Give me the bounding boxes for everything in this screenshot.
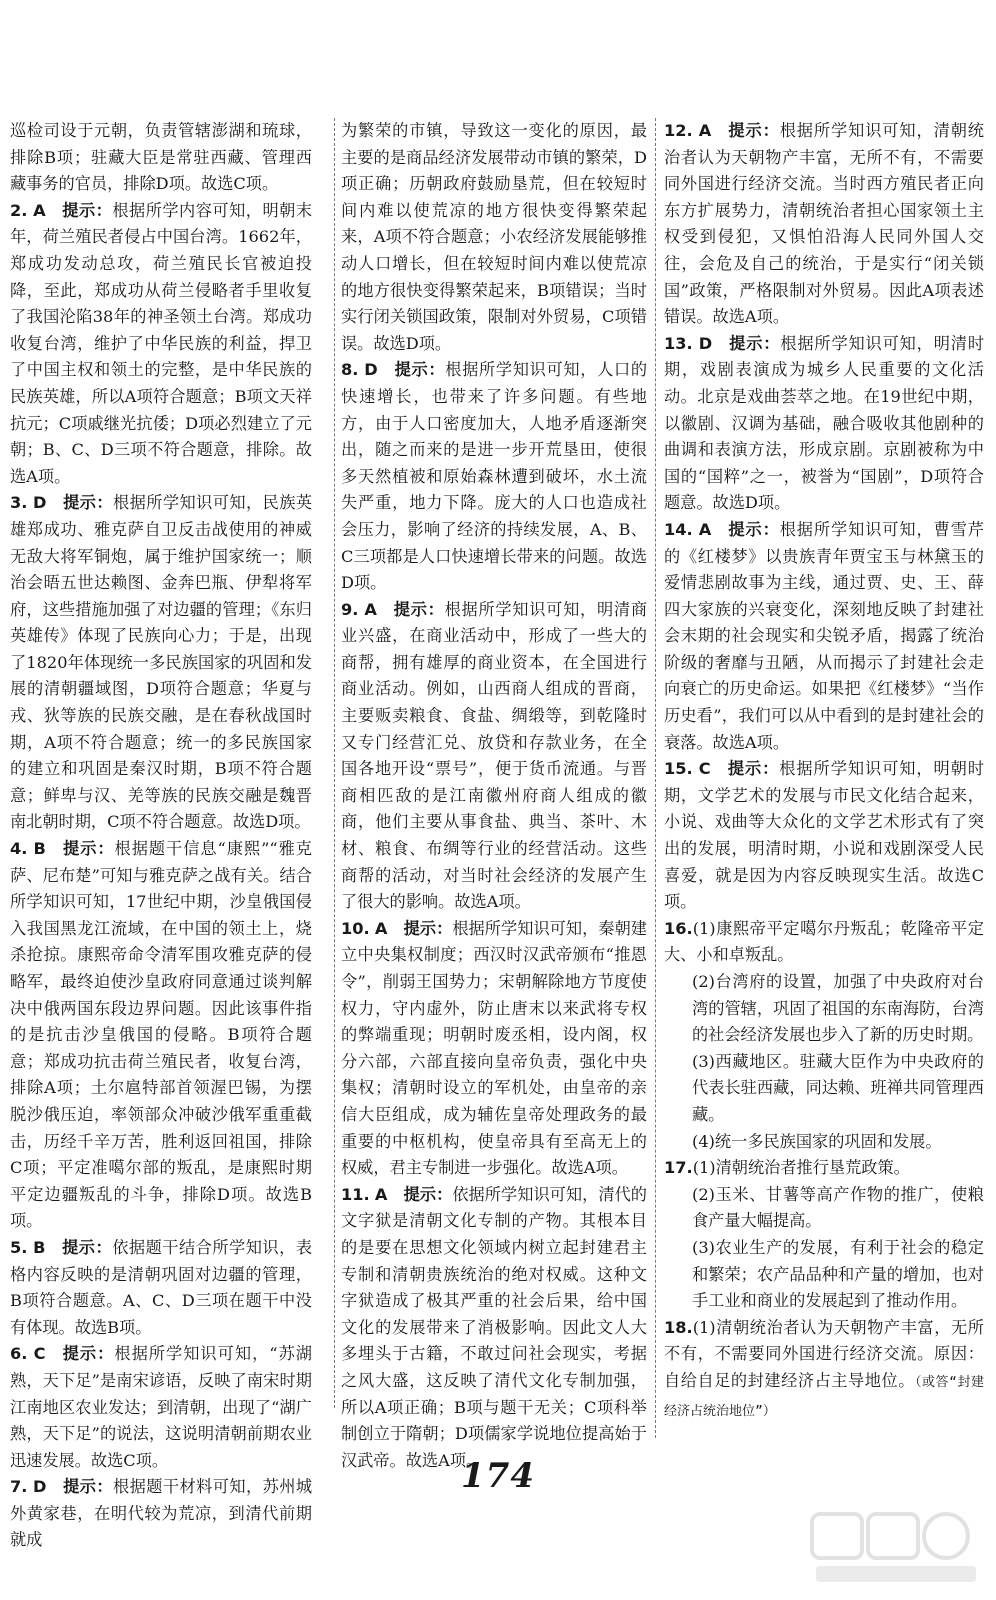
question-number: 11. (341, 1184, 370, 1204)
answer-text: 根据所学知识可知，明清时期，戏剧表演成为城乡人民重要的文化活动。北京是戏曲荟萃之地。在19世纪中期，以徽剧、汉调为基础，融合吸收其他剧种的曲调和表演方法，形成京剧。京剧被称为中国的“国粹”之一，被誉为“国剧”，D项符合题意。故选D项。 (664, 333, 985, 513)
answer-letter: A (698, 121, 712, 140)
question-number: 10. (341, 918, 370, 938)
answer-item (664, 118, 984, 331)
answer-text: (1)清朝统治者推行垦荒政策。 (692, 1158, 910, 1178)
answer-continuation: 巡检司设于元朝，负责管辖澎湖和琉球，排除B项；驻藏大臣是常驻西藏、管理西藏事务的官员，排除D项。故选C项。 (10, 121, 312, 194)
answer-item (10, 490, 312, 836)
question-number: 5. (10, 1237, 28, 1257)
answer-letter: C (33, 1344, 46, 1364)
hint-label: 提示： (62, 493, 113, 513)
question-number: 13. (664, 333, 693, 353)
question-number: 8. (341, 360, 359, 380)
question-number: 2. (10, 200, 28, 220)
answer-text: 根据所学知识可知，“苏湖熟，天下足”是南宋谚语，反映了南宋时期江南地区农业发达；到清朝，出现了“湖广熟，天下足”的说法，这说明清朝前期农业迅速发展。故选C项。 (10, 1344, 312, 1470)
hint-label: 提示： (61, 200, 113, 220)
answer-text: 根据所学知识可知，秦朝建立中央集权制度；西汉时汉武帝颁布“推恩令”，削弱王国势力；宋朝解除地方节度使权力，守内虚外，防止唐末以来武将专权的弊端重现；明朝时废丞相，设内阁，权分六部，六部直接向皇帝负责，强化中央集权；清朝时设立的军机处，由皇帝的亲信大臣组成，成为辅佐皇帝处理政务的最重要的中枢机构，使皇帝具有至高无上的权威，君主专制进一步强化。故选A项。 (341, 918, 647, 1178)
answer-column-middle (334, 118, 648, 1470)
answer-item (341, 1182, 647, 1475)
question-number: 18. (664, 1317, 693, 1337)
hint-label: 提示： (61, 1237, 113, 1257)
answer-text: (1)康熙帝平定噶尔丹叛乱；乾隆帝平定大、小和卓叛乱。 (664, 918, 984, 965)
answer-column-right (655, 118, 984, 1438)
answer-letter: A (698, 519, 712, 539)
answer-letter: B (33, 1237, 46, 1257)
answer-text: (1)清朝统治者认为天朝物产丰富，无所不有，不需要同外国进行经济交流。原因：自给自足的封建经济占主导地位。 (664, 1317, 984, 1390)
answer-item (341, 916, 647, 1182)
answer-column-left (10, 118, 313, 1550)
answer-letter: A (374, 1184, 388, 1204)
answer-text: 根据所学知识可知，人口的快速增长，也带来了许多问题。有些地方，由于人口密度加大，人地矛盾逐渐突出，随之而来的是进一步开荒垦田，使很多天然植被和原始森林遭到破坏，水土流失严重，地力下降。庞大的人口也造成社会压力，影响了经济的持续发展，A、B、C三项都是人口快速增长带来的问题。故选D项。 (341, 360, 648, 593)
answer-item (341, 597, 647, 916)
answer-text: 根据所学知识可知，清朝统治者认为天朝物产丰富，无所不有，不需要同外国进行经济交流。当时西方殖民者正向东方扩展势力，清朝统治者担心国家领土主权受到侵犯，又惧怕沿海人民同外国人交往，会危及自己的统治，于是实行“闭关锁国”政策，严格限制对外贸易。因此A项表述错误。故选A项。 (664, 121, 984, 327)
hint-label: 提示： (62, 1477, 113, 1497)
answer-letter: D (33, 1477, 47, 1497)
answer-item (664, 331, 984, 517)
answer-item (10, 1341, 312, 1474)
hint-label: 提示： (62, 839, 115, 859)
question-number: 12. (664, 121, 693, 140)
answer-letter: A (374, 918, 388, 938)
answer-sub-item: (2)台湾府的设置，加强了中央政府对台湾的管辖，巩固了祖国的东南海防，台湾的社会经济发展也步入了新的历史时期。 (692, 972, 984, 1045)
answer-item (664, 1155, 984, 1182)
answer-letter: C (698, 759, 711, 779)
answer-text: 根据题干材料可知，苏州城外黄家巷，在明代较为荒凉，到清代前期就成 (10, 1477, 313, 1550)
page-number: 174 (461, 1456, 535, 1496)
answer-item (664, 517, 984, 756)
answer-letter: A (364, 599, 377, 619)
answer-text: 依据所学知识可知，清代的文字狱是清朝文化专制的产物。其根本目的是要在思想文化领域内树立起封建君主专制和清朝贵族统治的绝对权威。这种文字狱造成了极其严重的社会后果，给中国文化的发展带来了消极影响。因此文人大多埋头于古籍，不敢过问社会现实，考据之风大盛，这反映了清代文化专制加强，所以A项正确；B项与题干无关；C项科举制创立于隋朝；D项儒家学说地位提高始于汉武帝。故选A项。 (341, 1184, 647, 1470)
hint-label: 提示： (61, 1344, 115, 1364)
answer-sub-item: (3)农业生产的发展，有利于社会的稳定和繁荣；农产品品种和产量的增加，也对手工业和商业的发展起到了推动作用。 (692, 1237, 984, 1311)
hint-label: 提示： (727, 121, 780, 140)
question-number: 9. (341, 599, 359, 619)
question-number: 7. (10, 1477, 28, 1497)
answer-letter: D (33, 493, 47, 513)
answer-item (10, 1235, 312, 1341)
question-number: 16. (664, 918, 693, 938)
answer-text: 根据所学知识可知，明朝时期，文学艺术的发展与市民文化结合起来，小说、戏曲等大众化的文学艺术形式有了突出的发展，明清时期，小说和戏剧深受人民喜爱，就是因为内容反映现实生活。故选C项。 (664, 759, 985, 912)
hint-label: 提示： (393, 599, 445, 619)
answer-letter: A (33, 200, 46, 220)
hint-label: 提示： (403, 918, 453, 938)
answer-item (664, 1315, 984, 1425)
answer-continuation: 为繁荣的市镇，导致这一变化的原因，最主要的是商品经济发展带动市镇的繁荣，D项正确；历朝政府鼓励垦荒，但在较短时间内难以使荒凉的地方很快变得繁荣起来，A项不符合题意；小农经济发展能够推动人口增长，但在较短时间内难以使荒凉的地方很快变得繁荣起来，B项错误；当时实行闭关锁国政策，限制对外贸易，C项错误。故选D项。 (341, 121, 647, 353)
hint-label: 提示： (393, 360, 446, 380)
hint-label: 提示： (728, 333, 781, 353)
answer-item (10, 836, 312, 1235)
answer-text: 依据题干结合所学知识，表格内容反映的是清朝巩固对边疆的管理，B项符合题意。A、C、D三项在题干中没有体现。故选B项。 (10, 1237, 313, 1337)
answer-sub-item: (2)玉米、甘薯等高产作物的推广，使粮食产量大幅提高。 (692, 1184, 984, 1231)
answer-letter: D (364, 360, 378, 380)
answer-text: 根据题干信息“康熙”“雅克萨、尼布楚”可知与雅克萨之战有关。结合所学知识可知，17世纪中期，沙皇俄国侵入我国黑龙江流域，在中国的领土上，烧杀抢掠。康熙帝命令清军围攻雅克萨的侵略军，最终迫使沙皇政府同意通过谈判解决中俄两国东段边界问题。因此该事件指的是抗击沙皇俄国的侵略。B项符合题意；郑成功抗击荷兰殖民者，收复台湾，排除A项；土尔扈特部首领渥巴锡，为摆脱沙俄压迫，率领部众冲破沙俄军重重截击，历经千辛万苦，胜利返回祖国，排除C项；平定准噶尔部的叛乱，是康熙时期平定边疆叛乱的斗争，排除D项。故选B项。 (10, 839, 312, 1231)
answer-item (664, 916, 984, 969)
hint-label: 提示： (726, 759, 780, 779)
answer-note: （或答“封建经济占统治地位”） (664, 1374, 985, 1419)
answer-text: 根据所学知识可知，曹雪芹的《红楼梦》以贵族青年贾宝玉与林黛玉的爱情悲剧故事为主线，通过贾、史、王、薛四大家族的兴衰变化，深刻地反映了封建社会末期的社会现实和尖锐矛盾，揭露了统治阶级的奢靡与丑陋，从而揭示了封建社会走向衰亡的历史命运。如果把《红楼梦》“当作历史看”，我们可以从中看到的是封建社会的衰落。故选A项。 (664, 519, 984, 752)
question-number: 4. (10, 839, 28, 859)
answer-sub-item: (3)西藏地区。驻藏大臣作为中央政府的代表长驻西藏，同达赖、班禅共同管理西藏。 (692, 1051, 984, 1124)
answer-text: 根据所学知识可知，明清商业兴盛，在商业活动中，形成了一些大的商帮，拥有雄厚的商业资本，在全国进行商业活动。例如，山西商人组成的晋商，主要贩卖粮食、食盐、绸缎等，到乾隆时又专门经营汇兑、放贷和存款业务，在全国各地开设“票号”，便于货币流通。与晋商相匹敌的是江南徽州府商人组成的徽商，他们主要从事食盐、典当、茶叶、木材、粮食、布绸等行业的经营活动。这些商帮的活动，对当时社会经济的发展产生了很大的影响。故选A项。 (341, 599, 648, 912)
hint-label: 提示： (403, 1184, 453, 1204)
question-number: 6. (10, 1344, 28, 1364)
watermark-logo (806, 1508, 986, 1588)
hint-label: 提示： (727, 519, 780, 539)
answer-text: 根据所学知识可知，民族英雄郑成功、雅克萨自卫反击战使用的神威无敌大将军铜炮，属于维护国家统一；顺治会晤五世达赖图、金奔巴瓶、伊犁将军府，这些措施加强了对边疆的管理；《东归英雄传》体现了民族向心力；于是，出现了1820年体现统一多民族国家的巩固和发展的清朝疆域图，D项符合题意；华夏与戎、狄等族的民族交融，是在春秋战国时期，A项不符合题意；统一的多民族国家的建立和巩固是秦汉时期，B项不符合题意；鲜卑与汉、羌等族的民族交融是魏晋南北朝时期，C项不符合题意。故选D项。 (10, 493, 313, 832)
answer-item (10, 198, 312, 491)
answer-item (664, 756, 984, 916)
question-number: 17. (664, 1158, 693, 1178)
question-number: 14. (664, 519, 693, 539)
answer-letter: D (698, 333, 713, 353)
answer-item (341, 357, 647, 596)
answer-text: 根据所学内容可知，明朝末年，荷兰殖民者侵占中国台湾。1662年，郑成功发动总攻，荷兰殖民长官被迫投降，至此，郑成功从荷兰侵略者手里收复了我国沦陷38年的神圣领土台湾。郑成功收复台湾，维护了中华民族的利益，捍卫了中国主权和领土的完整，是中华民族的民族英雄，所以A项符合题意；B项文天祥抗元；C项戚继光抗倭；D项必烈建立了元朝；B、C、D三项不符合题意，排除。故选A项。 (10, 200, 313, 486)
answer-letter: B (33, 839, 46, 859)
answer-sub-item: (4)统一多民族国家的巩固和发展。 (692, 1131, 942, 1151)
question-number: 15. (664, 759, 693, 779)
question-number: 3. (10, 493, 28, 513)
